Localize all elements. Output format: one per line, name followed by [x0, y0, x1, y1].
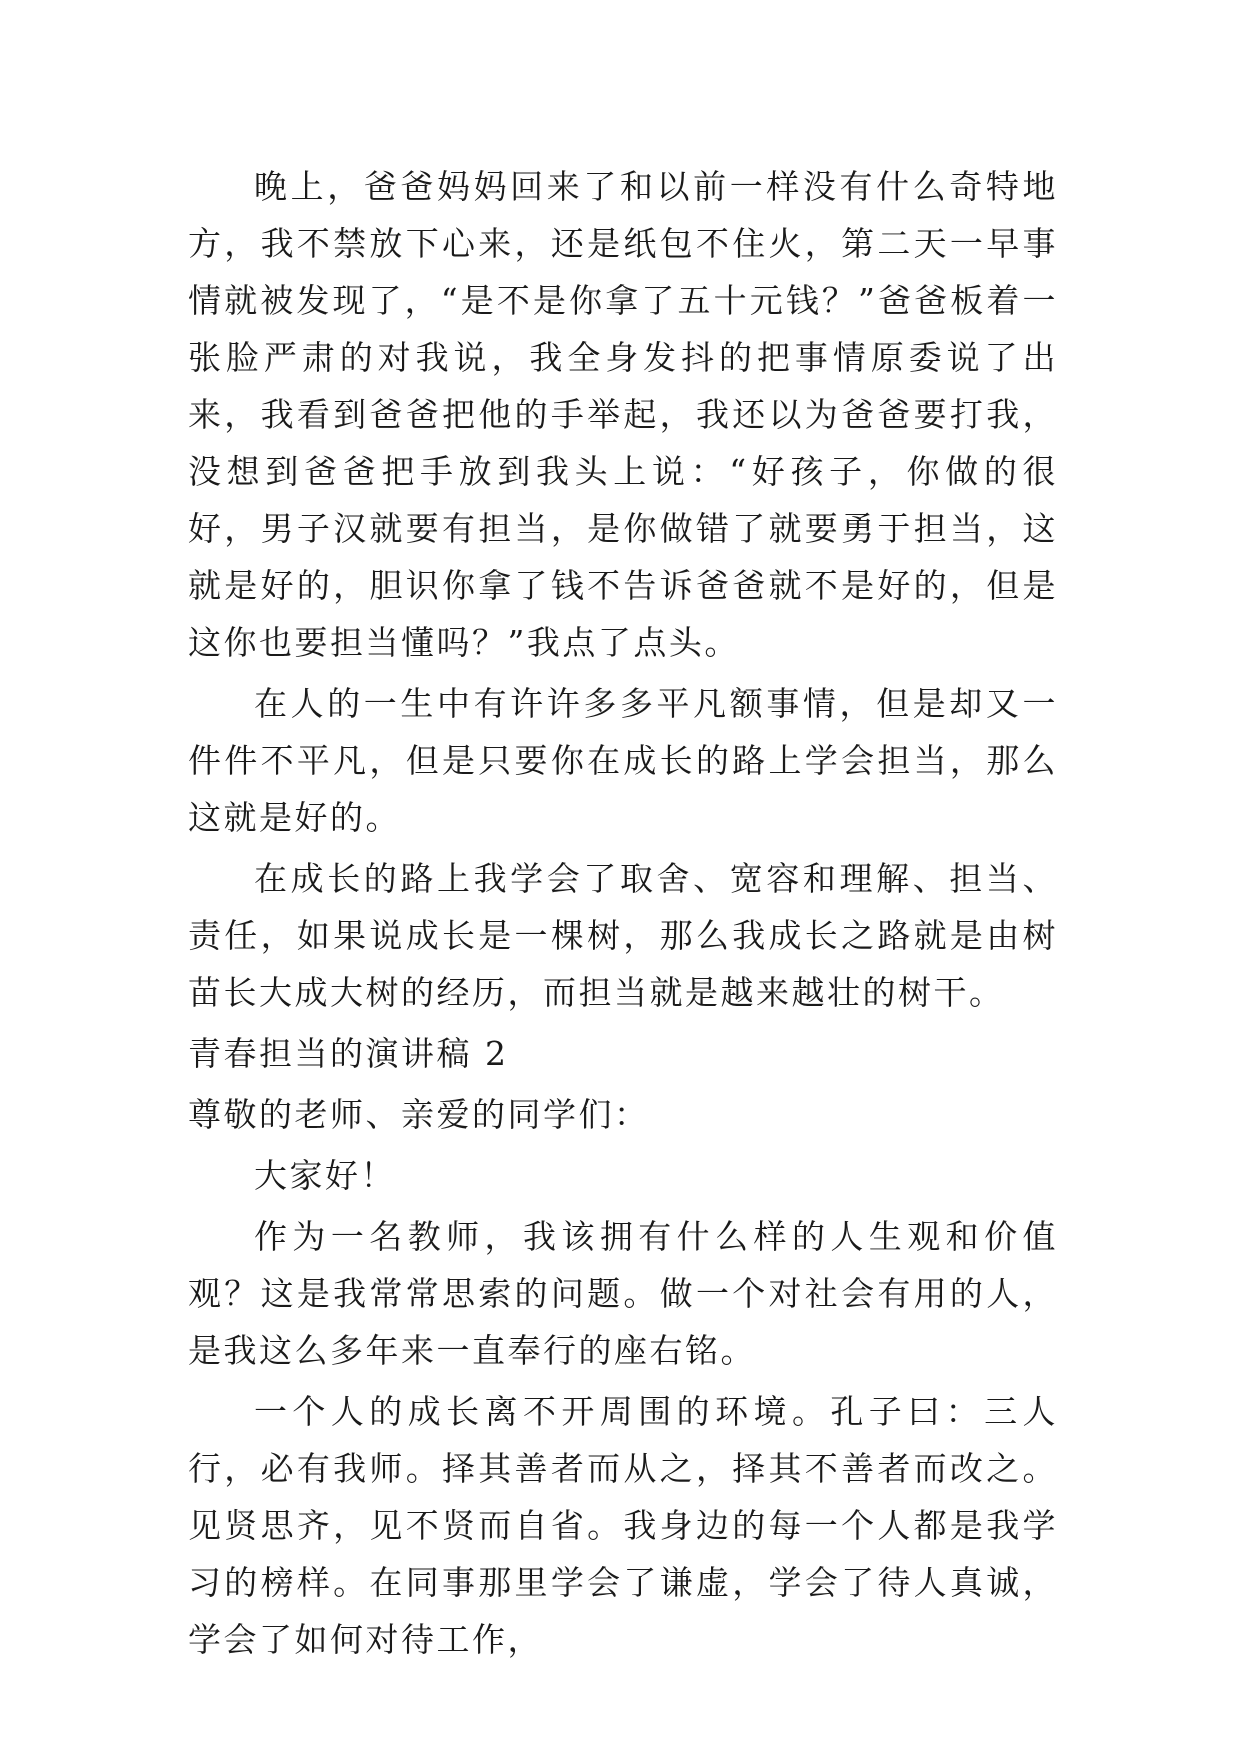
paragraph-ordinary-life: 在人的一生中有许许多多平凡额事情，但是却又一件件不平凡，但是只要你在成长的路上学会担当，那么这就是好的。 [188, 684, 1058, 837]
greeting: 大家好！ [254, 1156, 396, 1195]
paragraph-teacher-values: 作为一名教师，我该拥有什么样的人生观和价值观？这是我常常思索的问题。做一个对社会有用的人，是我这么多年来一直奉行的座右铭。 [188, 1217, 1058, 1370]
salutation: 尊敬的老师、亲爱的同学们： [188, 1095, 650, 1134]
section-heading: 青春担当的演讲稿 2 [188, 1034, 509, 1073]
paragraph-environment: 一个人的成长离不开周围的环境。孔子曰：三人行，必有我师。择其善者而从之，择其不善者而改之。见贤思齐，见不贤而自省。我身边的每一个人都是我学习的榜样。在同事那里学会了谦虚，学会了待人真诚，学会了如何对待工作， [188, 1392, 1058, 1659]
paragraph-growth-tree: 在成长的路上我学会了取舍、宽容和理解、担当、责任，如果说成长是一棵树，那么我成长之路就是由树苗长大成大树的经历，而担当就是越来越壮的树干。 [188, 859, 1058, 1012]
document-body [188, 158, 1058, 1672]
paragraph-father-story: 晚上，爸爸妈妈回来了和以前一样没有什么奇特地方，我不禁放下心来，还是纸包不住火，第二天一早事情就被发现了，“是不是你拿了五十元钱？”爸爸板着一张脸严肃的对我说，我全身发抖的把事情原委说了出来，我看到爸爸把他的手举起，我还以为爸爸要打我，没想到爸爸把手放到我头上说：“好孩子，你做的很好，男子汉就要有担当，是你做错了就要勇于担当，这就是好的，胆识你拿了钱不告诉爸爸就不是好的，但是这你也要担当懂吗？”我点了点头。 [188, 167, 1058, 662]
